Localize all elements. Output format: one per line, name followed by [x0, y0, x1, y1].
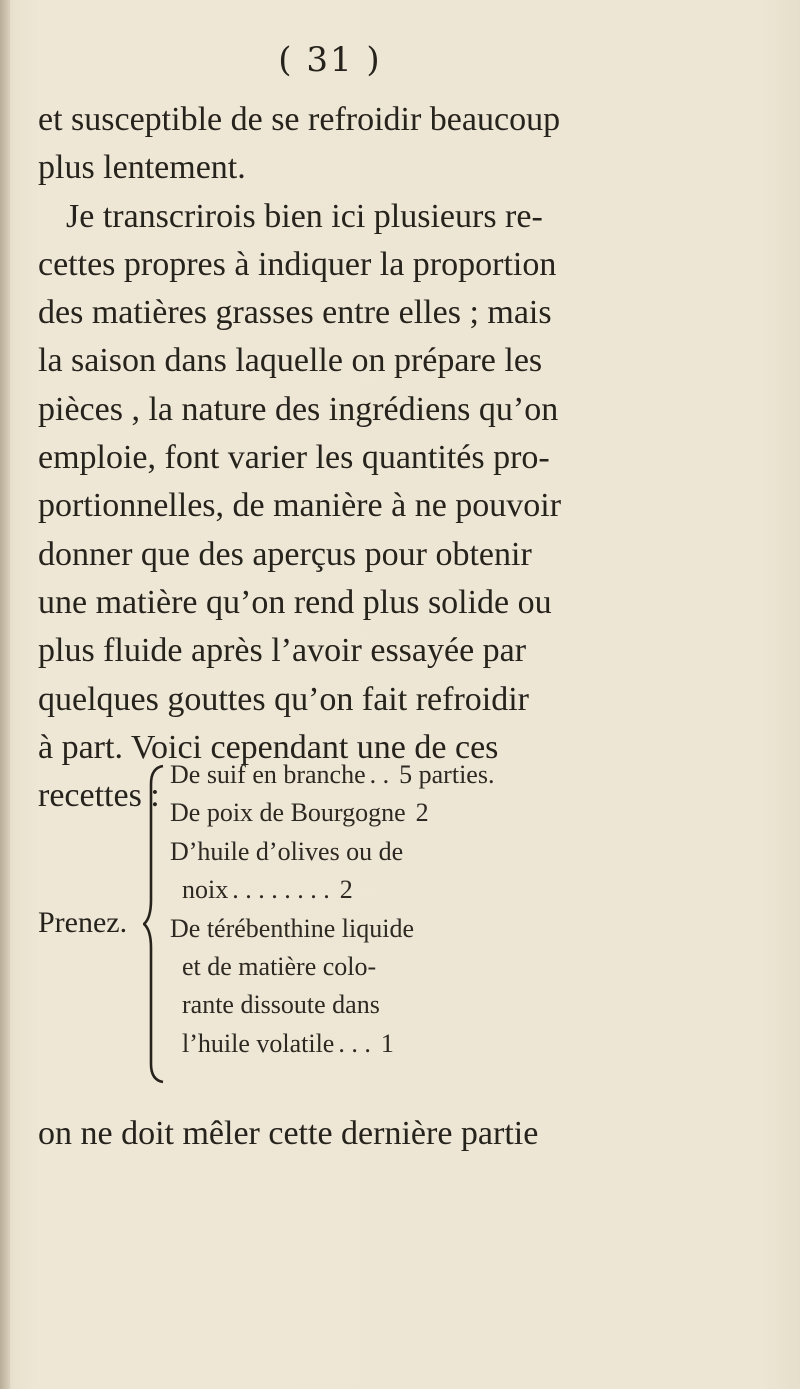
paragraph	[38, 96, 678, 820]
ingredient-quantity: 2	[339, 875, 353, 905]
closing-line: on ne doit mêler cette dernière partie	[38, 1115, 539, 1152]
text-line: emploie, font varier les quantités pro-	[38, 439, 550, 477]
leader-dots: . . .	[338, 1028, 371, 1058]
ingredient-line	[170, 1025, 690, 1063]
ingredient-quantity: 1	[380, 1028, 394, 1058]
ingredient-line	[170, 910, 690, 948]
recipe-ingredients	[170, 756, 690, 1063]
ingredient-line	[170, 756, 690, 794]
text-line: recettes :	[38, 777, 160, 815]
leader-dots: . . . . . . . .	[232, 875, 330, 905]
text-line: et susceptible de se refroidir beaucoup	[38, 101, 561, 138]
ingredient-line	[170, 986, 690, 1024]
ingredient-quantity: 5 parties.	[399, 760, 495, 789]
text-line: à part. Voici cependant une de ces	[38, 728, 499, 766]
recipe-block	[38, 756, 678, 1096]
leader-dots: . .	[369, 760, 390, 789]
recipe-label: Prenez.	[38, 906, 128, 939]
ingredient-line	[170, 948, 690, 986]
ingredient-text: D’huile d’olives ou de	[170, 836, 404, 866]
ingredient-line	[170, 871, 690, 909]
binding-edge	[0, 0, 10, 1389]
ingredient-quantity: 2	[415, 798, 429, 828]
text-line: quelques gouttes qu’on fait refroidir	[38, 680, 529, 718]
ingredient-line	[170, 794, 690, 832]
ingredient-text: De térébenthine liquide	[170, 913, 415, 943]
text-line: plus lentement.	[38, 149, 246, 187]
ingredient-line	[170, 833, 690, 871]
text-line: portionnelles, de manière à ne pouvoir	[38, 487, 562, 525]
text-line: pièces , la nature des ingrédiens qu’on	[38, 390, 559, 428]
ingredient-text: l’huile volatile	[182, 1028, 335, 1058]
curly-brace-icon	[143, 764, 167, 1084]
text-line: une matière qu’on rend plus solide ou	[38, 583, 552, 621]
text-line: des matières grasses entre elles ; mais	[38, 294, 552, 332]
text-line: plus fluide après l’avoir essayée par	[38, 632, 527, 670]
ingredient-text: De suif en branche	[170, 760, 366, 789]
text-line: la saison dans laquelle on prépare les	[38, 342, 543, 380]
ingredient-text: et de matière colo-	[182, 952, 377, 982]
text-line: Je transcrirois bien ici plusieurs re-	[66, 197, 543, 235]
ingredient-text: rante dissoute dans	[182, 990, 380, 1020]
text-line: cettes propres à indiquer la proportion	[38, 245, 557, 283]
ingredient-text: De poix de Bourgogne	[170, 798, 406, 828]
page-number: ( 31 )	[278, 40, 382, 80]
text-line: donner que des aperçus pour obtenir	[38, 535, 532, 573]
ingredient-text: noix	[182, 875, 229, 905]
